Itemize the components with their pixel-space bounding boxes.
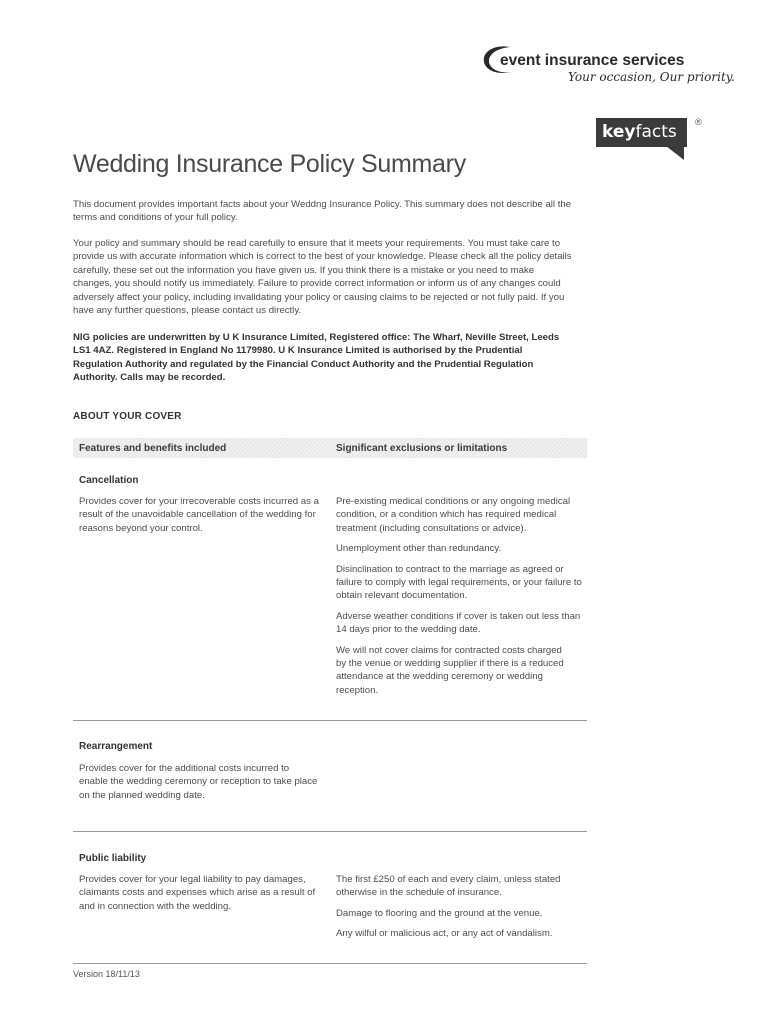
section-divider bbox=[73, 720, 587, 721]
intro-paragraph-1: This document provides important facts about your Weddng Insurance Policy. This summary does not describe all the terms and conditions of your full policy. bbox=[73, 199, 572, 224]
exclusion-item: The first £250 of each and every claim, unless stated otherwise in the schedule of insurance. bbox=[336, 874, 561, 899]
registered-mark: ® bbox=[695, 117, 702, 127]
underwriter-notice: NIG policies are underwritten by U K Insurance Limited, Registered office: The Wharf, Neville Street, Leeds LS1 4AZ. Registered in England No 1179980. U K Insurance Limited is authorised by the Prudential Regulation Authority and regulated by the Financial Conduct Authority and the Prudential Regulation Authority. Calls may be recorded. bbox=[73, 332, 560, 384]
public-liability-exclusions bbox=[336, 873, 586, 948]
exclusion-item: We will not cover claims for contracted costs charged by the venue or wedding supplier if there is a reduced attendance at the wedding ceremony or wedding reception. bbox=[336, 644, 564, 696]
column-header-exclusions: Significant exclusions or limitations bbox=[336, 443, 508, 454]
keyfacts-label bbox=[596, 118, 687, 147]
rearrangement-benefit: Provides cover for the additional costs incurred to enable the wedding ceremony or reception to take place on the planned wedding date. bbox=[79, 763, 318, 801]
keyfacts-badge bbox=[596, 118, 692, 162]
section-divider bbox=[73, 831, 587, 832]
exclusion-item: Adverse weather conditions if cover is taken out less than 14 days prior to the wedding date. bbox=[336, 610, 581, 636]
keyfacts-facts: facts bbox=[635, 122, 677, 142]
section-title-public-liability: Public liability bbox=[79, 853, 147, 864]
exclusion-item: Any wilful or malicious act, or any act of vandalism. bbox=[336, 928, 553, 940]
exclusion-item: Disinclination to contract to the marriage as agreed or failure to comply with legal requirements, or your failure to obtain relevant documentation. bbox=[336, 563, 582, 602]
speech-tail-icon bbox=[666, 146, 684, 160]
logo-tagline: Your occasion, Our priority. bbox=[568, 70, 735, 84]
section-title-cancellation: Cancellation bbox=[79, 475, 139, 486]
exclusion-item: Damage to flooring and the ground at the venue. bbox=[336, 907, 543, 919]
section-title-rearrangement: Rearrangement bbox=[79, 741, 153, 752]
footer-divider bbox=[73, 963, 587, 964]
intro-paragraph-2: Your policy and summary should be read carefully to ensure that it meets your requirements. You must take care to provide us with accurate information which is correct to the best of your knowledge. Please check all the policy details carefully, these set out the information you have given us. If you think there is a mistake or you need to make changes, you should notify us immediately. Failure to provide correct information or inform us of any changes could adversely affect your policy, including invalidating your policy or causing claims to be rejected or not fully paid. If you have any further questions, please contact us directly. bbox=[73, 238, 572, 317]
exclusion-item: Pre-existing medical conditions or any ongoing medical condition, or a condition which has required medical treatment (including consultations or advice). bbox=[336, 496, 571, 534]
public-liability-benefit: Provides cover for your legal liability to pay damages, claimants costs and expenses which arise as a result of and in connection with the wedding. bbox=[79, 874, 316, 912]
logo-name: event insurance services bbox=[500, 52, 685, 69]
cancellation-benefit: Provides cover for your irrecoverable costs incurred as a result of the unavoidable cancellation of the wedding for reasons beyond your control. bbox=[79, 496, 319, 534]
keyfacts-key: key bbox=[602, 122, 636, 142]
about-cover-heading: ABOUT YOUR COVER bbox=[73, 411, 182, 422]
page-title: Wedding Insurance Policy Summary bbox=[73, 150, 466, 178]
exclusion-item: Unemployment other than redundancy. bbox=[336, 543, 502, 555]
cancellation-exclusions bbox=[336, 495, 586, 704]
column-header-benefits: Features and benefits included bbox=[79, 443, 227, 454]
company-logo bbox=[480, 44, 735, 94]
version-label: Version 18/11/13 bbox=[73, 969, 140, 979]
